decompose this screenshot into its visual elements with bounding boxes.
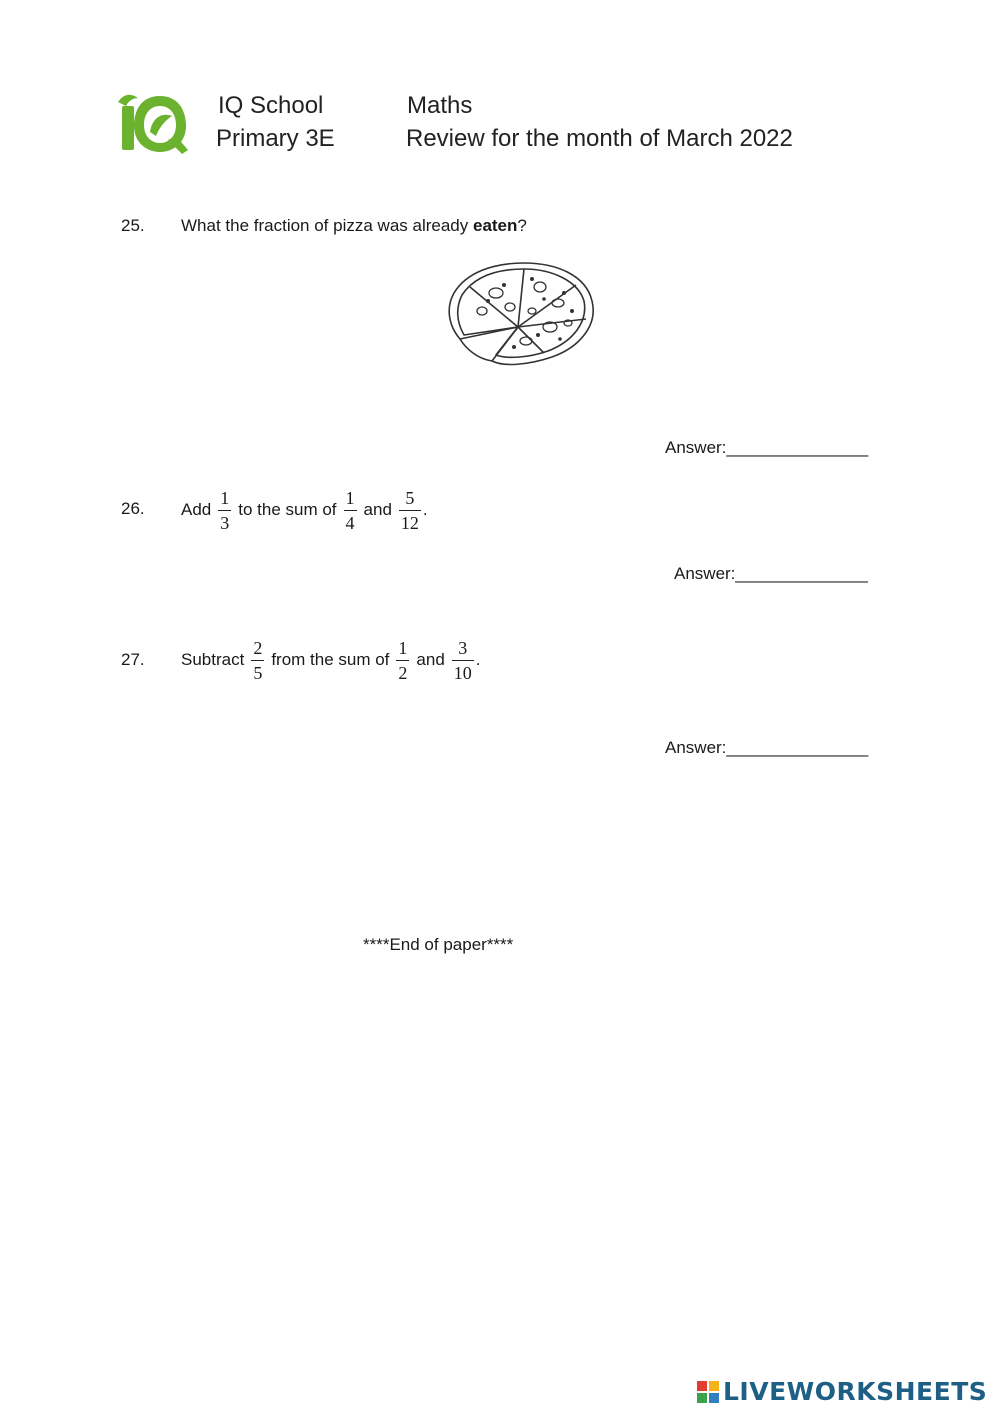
question-27-word-and: and (416, 650, 445, 669)
question-26-number: 26. (121, 499, 145, 518)
fraction-five-twelfths (399, 489, 421, 532)
question-26-word-add: Add (181, 500, 212, 519)
svg-text:IQ: IQ (153, 155, 155, 156)
fraction-denominator: 5 (251, 660, 264, 682)
fraction-denominator: 10 (452, 660, 474, 682)
answer-27[interactable]: Answer:_______________ (665, 738, 869, 757)
fraction-three-tenths (452, 639, 474, 682)
question-26-word-sum: to the sum of (238, 500, 337, 519)
liveworksheets-brand[interactable] (697, 1377, 987, 1406)
question-27-word-subtract: Subtract (181, 650, 245, 669)
fraction-denominator: 12 (399, 510, 421, 532)
liveworksheets-logo-icon (697, 1381, 719, 1403)
fraction-two-fifths (251, 639, 264, 682)
question-27-number: 27. (121, 650, 145, 669)
fraction-one-third (218, 489, 231, 532)
fraction-one-fourth (344, 489, 357, 532)
question-25-number: 25. (121, 216, 145, 235)
fraction-denominator: 3 (218, 510, 231, 532)
question-27-text (181, 636, 481, 684)
fraction-numerator: 1 (345, 487, 355, 508)
question-25-text (181, 216, 527, 236)
end-of-paper: ****End of paper**** (363, 935, 514, 954)
fraction-one-half (396, 639, 409, 682)
subject: Maths (407, 92, 473, 119)
school-name: IQ School (218, 92, 324, 119)
question-26-text (181, 486, 428, 534)
pizza-image (440, 255, 600, 375)
question-27-period: . (475, 650, 481, 669)
fraction-denominator: 4 (344, 510, 357, 532)
answer-26[interactable]: Answer:______________ (674, 564, 868, 583)
fraction-numerator: 5 (405, 487, 415, 508)
fraction-numerator: 2 (253, 637, 263, 658)
fraction-numerator: 1 (220, 487, 230, 508)
question-26-period: . (422, 500, 428, 519)
review-title: Review for the month of March 2022 (406, 125, 793, 152)
question-25-text-end: ? (517, 216, 527, 235)
question-26-word-and: and (363, 500, 392, 519)
question-27-word-sum: from the sum of (271, 650, 390, 669)
fraction-numerator: 3 (458, 637, 468, 658)
school-logo (116, 92, 190, 156)
question-25-text-part: What the fraction of pizza was already (181, 216, 473, 235)
question-25-bold-word: eaten (472, 216, 518, 235)
answer-25[interactable]: Answer:_______________ (665, 438, 869, 457)
class-name: Primary 3E (216, 125, 335, 152)
fraction-denominator: 2 (396, 660, 409, 682)
fraction-numerator: 1 (398, 637, 408, 658)
brand-text: LIVEWORKSHEETS (723, 1377, 988, 1406)
